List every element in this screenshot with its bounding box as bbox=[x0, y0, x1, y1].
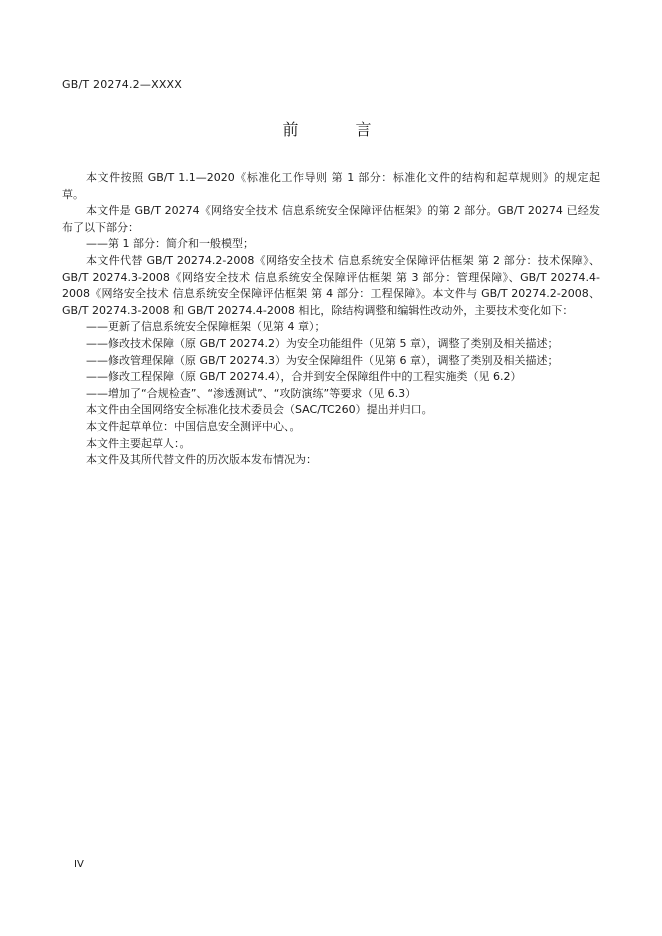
foreword-body bbox=[62, 170, 600, 469]
list-item-change-framework: ——更新了信息系统安全保障框架（见第 4 章）； bbox=[86, 320, 326, 334]
standard-code-header: GB/T 20274.2—XXXX bbox=[62, 78, 183, 91]
list-item-change-engineering: ——修改工程保障（原 GB/T 20274.4），合并到安全保障组件中的工程实施类（见 6.2） bbox=[86, 370, 522, 384]
paragraph-part-statement: 本文件是 GB/T 20274《网络安全技术 信息系统安全保障评估框架》的第 2 部分。GB/T 20274 已经发布了以下部分： bbox=[62, 204, 600, 234]
paragraph-proposed-by: 本文件由全国网络安全标准化技术委员会（SAC/TC260）提出并归口。 bbox=[86, 403, 433, 417]
paragraph-drafters: 本文件主要起草人：。 bbox=[86, 436, 191, 450]
page-title: 前 言 bbox=[282, 120, 398, 139]
list-item-change-technical: ——修改技术保障（原 GB/T 20274.2）为安全功能组件（见第 5 章），调整了类别及相关描述； bbox=[86, 336, 559, 350]
paragraph-drafting-rules: 本文件按照 GB/T 1.1—2020《标准化工作导则 第 1 部分：标准化文件的结构和起草规则》的规定起草。 bbox=[62, 171, 600, 201]
paragraph-version-history: 本文件及其所代替文件的历次版本发布情况为： bbox=[86, 453, 317, 467]
paragraph-replaces: 本文件代替 GB/T 20274.2-2008《网络安全技术 信息系统安全保障评估框架 第 2 部分：技术保障》、GB/T 20274.3-2008《网络安全技术 信息系统安全保障评估框架 第 3 部分：管理保障》、GB/T 20274.4-2008《网络安全技术 信息系统安全保障评估框架 第 4 部分：工程保障》。本文件与 GB/T 20274.2-2008、GB/T 20274.3-2008 和 GB/T 20274.4-2008 相比，除结构调整和编辑性改动外，主要技术变化如下： bbox=[62, 253, 600, 317]
list-item-change-management: ——修改管理保障（原 GB/T 20274.3）为安全保障组件（见第 6 章），调整了类别及相关描述； bbox=[86, 353, 559, 367]
list-item-change-added: ——增加了“合规检查”、“渗透测试”、“攻防演练”等要求（见 6.3） bbox=[86, 386, 417, 400]
page-number: IV bbox=[74, 859, 84, 870]
list-item-part-1: ——第 1 部分：简介和一般模型； bbox=[86, 237, 254, 251]
paragraph-drafting-units: 本文件起草单位：中国信息安全测评中心、。 bbox=[86, 419, 301, 433]
